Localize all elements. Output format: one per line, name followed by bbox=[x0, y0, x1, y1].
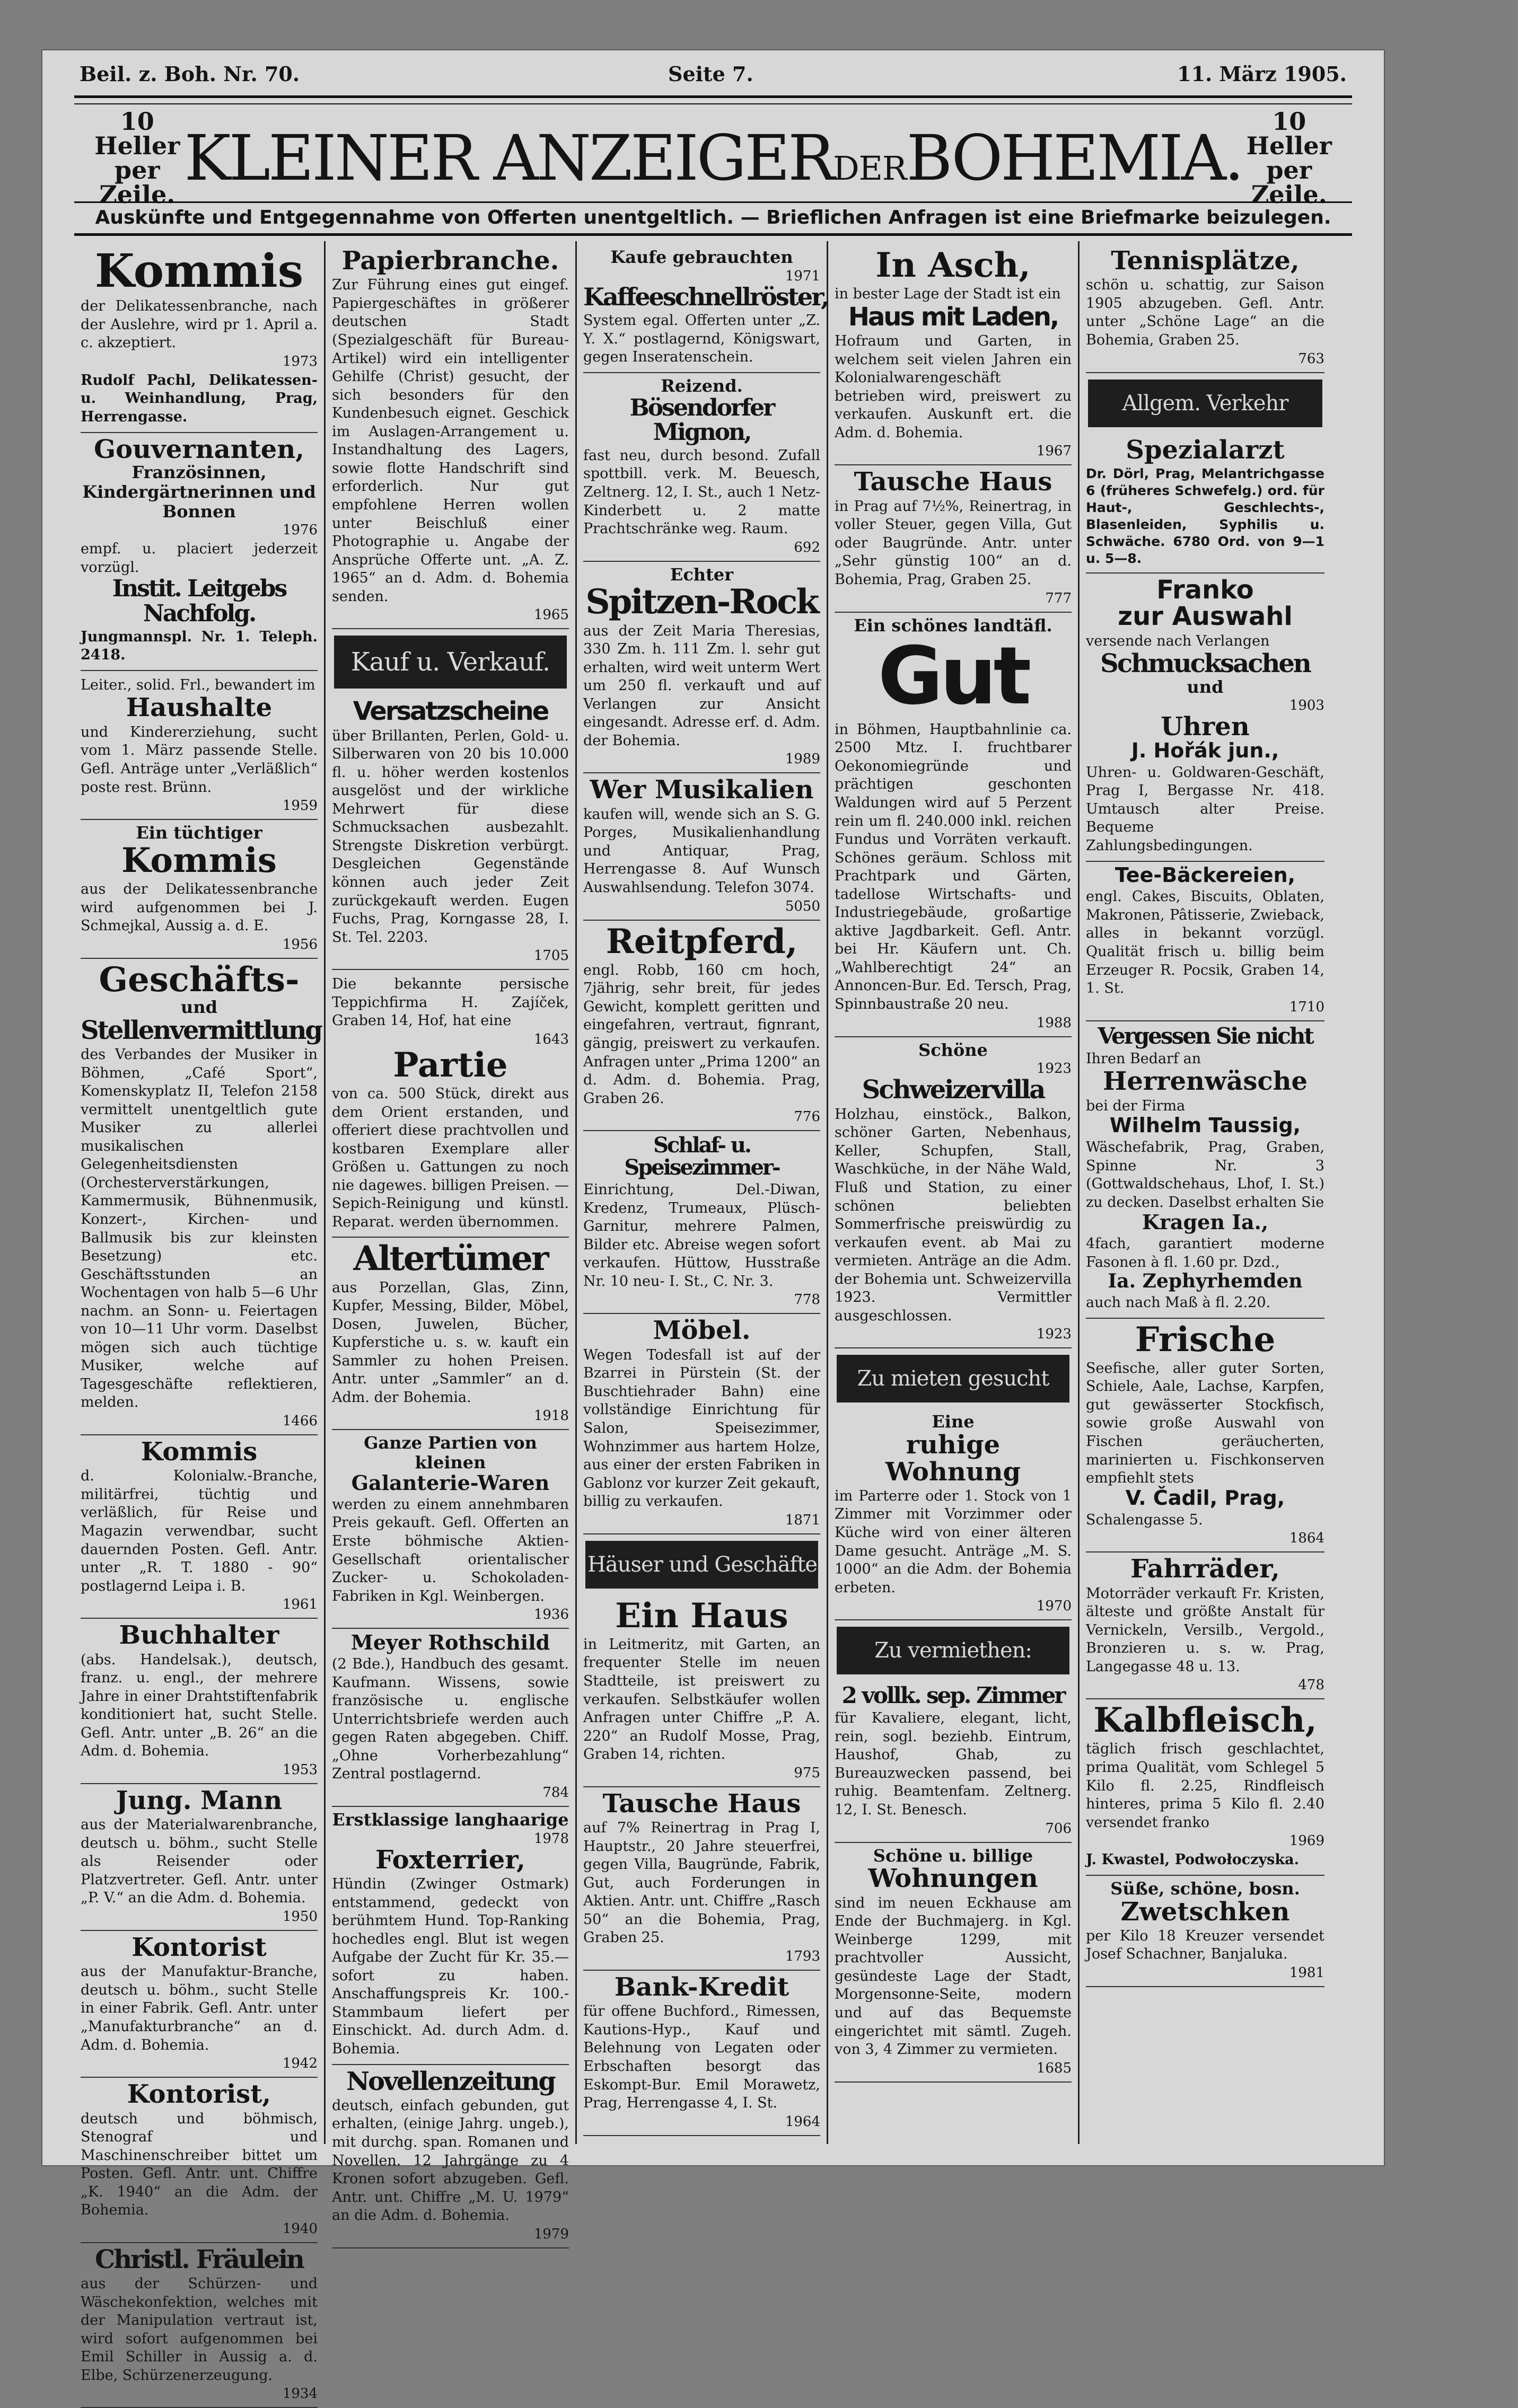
masthead-title bbox=[185, 121, 1242, 195]
ad-text: deutsch, einfach gebunden, gut erhalten, (einige Jahrg. ungeb.), mit durchg. span. Romanen und Novellen. 12 Jahrgänge zu 4 Kronen sofort abzugeben. Gefl. Antr. unt. Chiffre „M. U. 1979“ an die Adm. d. Bohemia. bbox=[332, 2097, 569, 2224]
ad-number: 1979 bbox=[533, 2226, 569, 2242]
ad-heading: Spitzen-Rock bbox=[585, 582, 818, 622]
ad-tausche-haus-prag bbox=[835, 465, 1072, 612]
ad-number: 1936 bbox=[533, 1607, 569, 1623]
ad-heading: Galanterie-Waren bbox=[351, 1471, 550, 1495]
ad-ein-haus bbox=[583, 1595, 820, 1787]
ad-heading: Reitpferd, bbox=[606, 921, 798, 962]
ad-number: 1466 bbox=[282, 1413, 318, 1429]
ad-number: 1934 bbox=[282, 2386, 318, 2402]
ad-heading: Kommis bbox=[121, 840, 277, 880]
title-part-b: BOHEMIA. bbox=[906, 121, 1242, 195]
ad-text: Wäschefabrik, Prag, Graben, Spinne Nr. 3 (Gottwaldschehaus, Lhof, I. St.) zu decken. Daselbst erhalten Sie bbox=[1086, 1139, 1324, 1211]
ad-heading: Kommis bbox=[94, 244, 304, 298]
ad-tennisplaetze bbox=[1086, 244, 1324, 373]
section-banner-haeuser: Häuser und Geschäfte bbox=[585, 1541, 818, 1589]
ad-number: 763 bbox=[1298, 350, 1324, 367]
ad-number: 1864 bbox=[1289, 1530, 1324, 1547]
ad-number: 1923 bbox=[1036, 1061, 1072, 1077]
ad-schweizervilla bbox=[835, 1037, 1072, 1349]
ad-number: 784 bbox=[542, 1784, 569, 1801]
ad-text: Einrichtung, Del.-Diwan, Kredenz, Trumeaux, Plüsch-Garnitur, mehrere Palmen, Bilder etc. Abreise wegen sofort verkaufen. Hüttow, Husstraße Nr. 10 neu- I. St., C. Nr. 3. bbox=[583, 1181, 820, 1290]
ad-text: (abs. Handelsak.), deutsch, franz. u. engl., der mehrere Jahre in einer Drahtstiftenfabrik konditioniert hat, sucht Stelle. Gefl. Antr. unter „B. 26“ an die Adm. d. Bohemia. bbox=[81, 1651, 318, 1760]
masthead-info: Auskünfte und Entgegennahme von Offerten unentgeltlich. — Brieflichen Anfragen ist eine Briefmarke beizulegen. bbox=[95, 207, 1331, 228]
ad-kommis-2 bbox=[81, 820, 318, 959]
ad-text: per Kilo 18 Kreuzer versendet Josef Schachner, Banjaluka. bbox=[1086, 1927, 1324, 1963]
ad-heading-2: Herrenwäsche bbox=[1102, 1066, 1308, 1097]
ad-herrenwaesche bbox=[1086, 1021, 1324, 1319]
ad-text: von ca. 500 Stück, direkt aus dem Orient erstanden, und offeriert diese prachtvollen und kostbaren Exemplare aller Größen u. Gattungen zu noch nie dagewes. billigen Preisen. — Sepich-Reinigung und künstl. Reparat. werden übernommen. bbox=[332, 1086, 569, 1230]
ad-frische bbox=[1086, 1319, 1324, 1553]
ad-number: 1685 bbox=[1036, 2060, 1072, 2076]
ad-address: Jungmannspl. Nr. 1. Teleph. 2418. bbox=[81, 628, 318, 664]
ad-heading-4: Ia. Zephyrhemden bbox=[1108, 1270, 1303, 1293]
price-amount: 10 Heller bbox=[94, 107, 180, 160]
ad-text: aus der Zeit Maria Theresias, 330 Zm. h. 111 Zm. l. sehr gut erhalten, wird weit unterm Wert um 250 fl. verkauft und auf Verlangen zur Ansicht eingesandt. Adresse erf. d. Adm. der Bohemia. bbox=[583, 622, 820, 749]
price-amount: 10 Heller bbox=[1246, 107, 1332, 160]
ad-number: 1973 bbox=[282, 353, 318, 369]
title-part-a: KLEINER ANZEIGER bbox=[184, 121, 833, 195]
ad-heading-2: Stellenvermittlung bbox=[81, 1015, 321, 1045]
ad-schmucksachen bbox=[1086, 574, 1324, 862]
ad-heading: Papierbranche. bbox=[341, 246, 559, 276]
ad-number: 706 bbox=[1045, 1820, 1072, 1837]
ad-text: 4fach, garantiert moderne Fasonen à fl. 1.60 pr. Dzd., bbox=[1086, 1236, 1324, 1271]
ad-text: in Prag auf 7½%, Reinertrag, in voller Steuer, gegen Villa, Gut oder Baugründe. Antr. unter „Sehr günstig 100“ an d. Bohemia, Prag, Graben 25. bbox=[835, 498, 1072, 588]
ad-heading-4: Uhren bbox=[1161, 712, 1250, 742]
section-banner-zu-mieten: Zu mieten gesucht bbox=[837, 1355, 1069, 1403]
ad-heading: Möbel. bbox=[653, 1316, 751, 1346]
price-right bbox=[1242, 109, 1336, 207]
ad-number: 1969 bbox=[1289, 1833, 1324, 1849]
ad-heading-2: zur Auswahl bbox=[1118, 602, 1293, 632]
ad-address: Schalengasse 5. bbox=[1086, 1511, 1203, 1528]
ad-moebel bbox=[583, 1314, 820, 1534]
ad-signature: J. Kwastel, Podwołoczyska. bbox=[1086, 1851, 1299, 1868]
ad-heading: ruhige Wohnung bbox=[885, 1430, 1021, 1487]
ad-heading: Meyer Rothschild bbox=[350, 1630, 550, 1655]
ad-heading: Gouvernanten, bbox=[94, 434, 304, 464]
ad-heading: Wer Musikalien bbox=[590, 775, 814, 805]
ad-zwetschken bbox=[1086, 1876, 1324, 1987]
ad-heading: Bank-Kredit bbox=[614, 1972, 789, 2002]
ad-heading: Schweizervilla bbox=[862, 1075, 1045, 1105]
ad-junger-mann bbox=[81, 1784, 318, 1931]
section-banner-kauf-verkauf: Kauf u. Verkauf. bbox=[334, 636, 567, 689]
section-banner-zu-vermiethen: Zu vermiethen: bbox=[837, 1627, 1069, 1674]
price-unit: per Zeile. bbox=[99, 156, 176, 209]
ad-bank-kredit bbox=[583, 1971, 820, 2136]
ad-text: Holzhau, einstöck., Balkon, schöner Garten, Nebenhaus, Keller, Schupfen, Stall, Waschküche, in der Nähe Wald, Fluß und Station, zu einer schönen beliebten Sommerfrische preiswürdig zu verkaufen event. ab Mai zu vermieten. Anträge an die Adm. der Bohemia unt. Schweizervilla 1923. Vermittler ausgeschlossen. bbox=[835, 1106, 1072, 1324]
ad-number: 1940 bbox=[282, 2220, 318, 2237]
issue-number: Beil. z. Boh. Nr. 70. bbox=[80, 62, 300, 86]
ad-heading: Christl. Fräulein bbox=[95, 2244, 303, 2274]
top-rule-thin bbox=[74, 103, 1352, 104]
ad-institute-name: Instit. Leitgebs Nachfolg. bbox=[112, 575, 286, 627]
ad-number: 1981 bbox=[1289, 1964, 1324, 1981]
ad-number: 1942 bbox=[282, 2056, 318, 2072]
ad-pre: Reizend. bbox=[661, 375, 743, 396]
ad-reitpferd bbox=[583, 921, 820, 1132]
ad-buchhalter bbox=[81, 1619, 318, 1784]
ad-number: 1705 bbox=[533, 948, 569, 964]
ad-heading: Gut bbox=[878, 630, 1029, 723]
ad-heading: Tennisplätze, bbox=[1111, 246, 1300, 276]
ad-pre: Schöne bbox=[918, 1039, 988, 1060]
ad-zimmer bbox=[835, 1681, 1072, 1842]
ad-text: aus der Materialwarenbranche, deutsch u. böhm., sucht Stelle als Reisender oder Platzvertreter. Gefl. Antr. unter „P. V.“ an die Adm. d. Bohemia. bbox=[81, 1816, 318, 1907]
ad-speisezimmer bbox=[583, 1131, 820, 1314]
ad-firm-name: V. Čadil, Prag, bbox=[1125, 1486, 1285, 1510]
ad-subheading: und bbox=[1187, 676, 1224, 697]
ad-firm-name: J. Hořák jun., bbox=[1131, 738, 1279, 762]
ad-heading: Zwetschken bbox=[1120, 1897, 1290, 1927]
ad-heading: Partie bbox=[393, 1045, 508, 1085]
ad-heading: Tausche Haus bbox=[602, 1788, 801, 1819]
ad-heading: Vergessen Sie nicht bbox=[1098, 1022, 1313, 1049]
info-rule bbox=[74, 233, 1352, 236]
ad-heading: Novellenzeitung bbox=[346, 2066, 555, 2096]
ad-wohnungen bbox=[835, 1843, 1072, 2083]
ad-text: der Delikatessenbranche, nach der Auslehre, wird pr 1. April a. c. akzeptiert. bbox=[81, 298, 318, 351]
ad-pre: Schöne u. billige bbox=[873, 1845, 1033, 1866]
price-unit: per Zeile. bbox=[1251, 156, 1327, 209]
ad-heading: Tausche Haus bbox=[854, 467, 1052, 497]
ad-heading: Kaffeeschnellröster, bbox=[583, 282, 828, 311]
ad-pre: Ein schönes landtäfl. bbox=[854, 615, 1052, 636]
ad-heading: Versatzscheine bbox=[353, 696, 548, 727]
ad-heading: Jung. Mann bbox=[116, 1785, 283, 1815]
ad-text: bei der Firma bbox=[1086, 1097, 1186, 1114]
ad-heading: Kommis bbox=[141, 1436, 258, 1467]
ad-number: 1988 bbox=[1036, 1015, 1072, 1031]
ad-foxterrier bbox=[332, 1807, 569, 2065]
ad-meyer-rothschild bbox=[332, 1629, 569, 1807]
ad-heading: Wohnungen bbox=[868, 1864, 1038, 1894]
ad-tee-baeckereien bbox=[1086, 862, 1324, 1021]
masthead-rule bbox=[74, 201, 1352, 203]
ad-number: 1710 bbox=[1289, 999, 1324, 1015]
ad-text: aus der Delikatessenbranche wird aufgenommen bei J. Schmejkal, Aussig a. d. E. bbox=[81, 881, 318, 934]
ad-text: Seefische, aller guter Sorten, Schiele, Aale, Lachse, Karpfen, gut gewässerter Stockfisch, sowie große Auswahl von Fischen geräucherten, marinierten u. Fischkonserven empfiehlt stets bbox=[1086, 1360, 1324, 1487]
ad-pre: Süße, schöne, bosn. bbox=[1110, 1878, 1300, 1899]
column-3 bbox=[577, 241, 828, 2144]
ad-heading: Altertümer bbox=[353, 1239, 548, 1279]
column-4 bbox=[828, 241, 1080, 2144]
ad-heading: In Asch, bbox=[875, 245, 1031, 285]
ad-text: täglich frisch geschlachtet, prima Qualität, vom Schlegel 5 Kilo fl. 2.25, Rindfleisch hinteres, prima 5 Kilo fl. 2.40 versendet franko bbox=[1086, 1741, 1324, 1831]
ad-text: auch nach Maß à fl. 2.20. bbox=[1086, 1294, 1271, 1311]
ad-text: in Leitmeritz, mit Garten, an frequenter Stelle im neuen Stadtteile, ist preiswert zu verkaufen. Selbstkäufer wollen Anfragen unter Chiffre „P. A. 220“ an Rudolf Mosse, Prag, Graben 14, richten. bbox=[583, 1636, 820, 1763]
ad-musikalien bbox=[583, 773, 820, 920]
ad-kalbfleisch bbox=[1086, 1699, 1324, 1875]
ad-number: 692 bbox=[794, 539, 820, 555]
ad-pre: Echter bbox=[670, 564, 734, 585]
ad-pre: Kaufe gebrauchten bbox=[610, 247, 793, 267]
ad-text: engl. Cakes, Biscuits, Oblaten, Makronen, Pâtisserie, Zwieback, alles in bekannt vorzügl. Qualität frisch u. billig beim Erzeuger R. Pocsik, Graben 14, 1. St. bbox=[1086, 888, 1324, 997]
ad-number: 1956 bbox=[282, 936, 318, 952]
ad-tausche-haus bbox=[583, 1787, 820, 1971]
ad-text: d. Kolonialw.-Branche, militärfrei, tüchtig und verläßlich, für Reise und Magazin verwendbar, sucht dauernden Posten. Gefl. Antr. unter „R. T. 1880 - 90“ postlagernd Leipa i. B. bbox=[81, 1468, 318, 1594]
ad-kommis-3 bbox=[81, 1435, 318, 1619]
ad-columns bbox=[74, 241, 1357, 2402]
ad-text: auf 7% Reinertrag in Prag I, Hauptstr., 20 Jahre steuerfrei, gegen Villa, Baugründe, Fabrik, Gut, auch Forderungen in Aktien. Antr. unt. Chiffre „Rasch 50“ an die Bohemia, Prag, Graben 25. bbox=[583, 1820, 820, 1946]
ad-heading: Kalbfleisch, bbox=[1093, 1700, 1317, 1741]
ad-heading: Kontorist, bbox=[127, 2079, 271, 2110]
ad-text: für Kavaliere, elegant, licht, rein, sogl. beziehb. Eintrum, Haushof, Ghab, zu Bureauzwecken passend, bei ruhig. Beamtenfam. Zeltnerg. 12, I. St. Benesch. bbox=[835, 1710, 1072, 1819]
ad-number: 1793 bbox=[785, 1948, 820, 1964]
ad-kommis bbox=[81, 244, 318, 433]
ad-number: 1989 bbox=[785, 751, 820, 768]
ad-gut bbox=[835, 613, 1072, 1037]
ad-text: schön u. schattig, zur Saison 1905 abzugeben. Gefl. Antr. unter „Schöne Lage“ an die Bohemia, Graben 25. bbox=[1086, 277, 1324, 349]
ad-text: fast neu, durch besond. Zufall spottbill. verk. M. Beuesch, Zeltnerg. 12, I. St., auch 1 Netz-Kinderbett u. 2 matte Prachtschränke weg. Raum. bbox=[583, 447, 820, 537]
ad-spitzen-rock bbox=[583, 562, 820, 774]
ad-number: 777 bbox=[1045, 590, 1072, 606]
ad-text: Leiter., solid. Frl., bewandert im bbox=[81, 676, 315, 693]
ad-text: sind im neuen Eckhause am Ende der Buchmajerg. in Kgl. Weinberge 1299, mit prachtvoller Aussicht, gesündeste Lage der Stadt, Morgensonne-Seite, modern und auf das Bequemste eingerichtet mit sämtl. Zugeh. von 3, 4 Zimmer zu vermieten. bbox=[835, 1894, 1072, 2058]
ad-number: 975 bbox=[794, 1765, 820, 1781]
masthead bbox=[90, 107, 1336, 209]
ad-text: Dr. Dörl, Prag, Melantrichgasse 6 (früheres Schwefelg.) ord. für Haut-, Geschlechts-, Blasenleiden, Syphilis u. Schwäche. 6780 Ord. von 9—1 u. 5—8. bbox=[1086, 465, 1324, 566]
ad-pre: Erstklassige langhaarige bbox=[332, 1809, 569, 1830]
ad-number: 1953 bbox=[282, 1761, 318, 1778]
ad-heading: 2 vollk. sep. Zimmer bbox=[841, 1682, 1065, 1709]
ad-text: aus der Schürzen- und Wäschekonfektion, welches mit der Manipulation vertraut ist, wird sofort aufgenommen bei Emil Schiller in Aussig a. d. Elbe, Schürzenerzeugung. bbox=[81, 2275, 318, 2384]
column-2 bbox=[326, 241, 577, 2242]
ad-text: aus Porzellan, Glas, Zinn, Kupfer, Messing, Bilder, Möbel, Dosen, Juwelen, Bücher, Kupferstiche u. s. w. kauft ein Sammler zu hohen Preisen. Antr. unter „Sammler“ an d. Adm. der Bohemia. bbox=[332, 1279, 569, 1406]
ad-firm-name: Wilhelm Taussig, bbox=[1109, 1114, 1301, 1137]
ad-kontorist-2 bbox=[81, 2078, 318, 2243]
ad-text: Motorräder verkauft Fr. Kristen, älteste und größte Anstalt für Vernickeln, Versilb., Vergold., Bronzieren u. s. w. Prag, Langegasse 48 u. 13. bbox=[1086, 1585, 1324, 1675]
ad-heading: Fahrräder, bbox=[1130, 1554, 1280, 1584]
ad-kaffeeschnellroester bbox=[583, 244, 828, 373]
ad-fraeulein bbox=[81, 2243, 318, 2408]
ad-heading: Schlaf- u. Speisezimmer- bbox=[624, 1133, 779, 1180]
ad-text: empf. u. placiert jederzeit vorzügl. bbox=[81, 541, 318, 576]
ad-pre: Ganze Partien von kleinen bbox=[364, 1433, 537, 1473]
ad-signature: Rudolf Pachl, Delikatessen- u. Weinhandlung, Prag, Herrengasse. bbox=[81, 372, 318, 426]
ad-subheading: und bbox=[181, 996, 217, 1017]
ad-heading: Franko bbox=[1156, 575, 1254, 605]
top-rule bbox=[74, 95, 1352, 98]
ad-text: und Kindererziehung, sucht vom 1. März passende Stelle. Gefl. Anträge unter „Verläßlich“ poste rest. Brünn. bbox=[81, 724, 318, 796]
ad-heading: Bösendorfer Mignon, bbox=[629, 394, 774, 446]
ad-number: 1871 bbox=[785, 1512, 820, 1528]
column-5 bbox=[1080, 241, 1331, 2144]
ad-number: 1918 bbox=[533, 1408, 569, 1424]
ad-text: Zur Führung eines gut eingef. Papiergeschäftes in größerer deutschen Stadt (Spezialgeschäft für Bureau-Artikel) wird ein intelligenter Gehilfe (Christ) gesucht, der sich besonders für den Kundenbesuch eignet. Geschick im Auslagen-Arrangement u. Instandhaltung des Lagers, sowie flotte Handschrift sind erforderlich. Nur gut empfohlene Herren wollen unter Beischluß einer Photographie u. Angabe der Ansprüche Offerte unt. „A. Z. 1965“ an d. Adm. d. Bohemia senden. bbox=[332, 277, 569, 605]
ad-number: 778 bbox=[794, 1292, 820, 1308]
ad-text: aus der Manufaktur-Branche, deutsch u. böhm., sucht Stelle in einer Fabrik. Gefl. Antr. unter „Manufakturbranche“ an d. Adm. d. Bohemia. bbox=[81, 1963, 318, 2053]
page-number: Seite 7. bbox=[668, 62, 753, 86]
title-der: DER bbox=[832, 149, 907, 188]
column-1 bbox=[74, 241, 326, 2402]
ad-heading: Foxterrier, bbox=[375, 1845, 525, 1875]
ad-text: Ihren Bedarf an bbox=[1086, 1050, 1201, 1067]
ad-spezialarzt bbox=[1086, 434, 1324, 574]
ad-number: 1643 bbox=[533, 1031, 569, 1047]
ad-text: Die bekannte persische Teppichfirma H. Zajíček, Graben 14, Hof, hat eine bbox=[332, 976, 569, 1029]
ad-heading-3: Schmucksachen bbox=[1100, 649, 1310, 679]
ad-heading: Ein Haus bbox=[615, 1595, 788, 1636]
section-banner-allgem-verkehr: Allgem. Verkehr bbox=[1088, 380, 1322, 427]
ad-number: 1965 bbox=[533, 607, 569, 623]
ad-kontorist bbox=[81, 1931, 318, 2078]
ad-text: engl. Robb, 160 cm hoch, 7jährig, sehr breit, für jedes Gewicht, komplett geritten und eingefahren, vertraut, fignrant, gängig, preiswert zu verkaufen. Anfragen unter „Prima 1200“ an d. Adm. d. Bohemia. Prag, Graben 26. bbox=[583, 962, 820, 1107]
ad-text: über Brillanten, Perlen, Gold- u. Silberwaren von 20 bis 10.000 fl. u. höher werden kostenlos ausgelöst und der wirkliche Mehrwert für diese Schmucksachen ausbezahlt. Strengste Diskretion verbürgt. Desgleichen Gegenstände können auch jeder Zeit zurückgekauft werden. Eugen Fuchs, Prag, Korngasse 28, I. St. Tel. 2203. bbox=[332, 727, 569, 946]
ad-fahrraeder bbox=[1086, 1553, 1324, 1699]
ad-partie bbox=[332, 970, 569, 1238]
ad-galanterie bbox=[332, 1430, 569, 1629]
ad-number: 776 bbox=[794, 1109, 820, 1125]
ad-text: Uhren- u. Goldwaren-Geschäft, Prag I, Bergasse Nr. 418. Umtausch alter Preise. Bequeme Zahlungsbedingungen. bbox=[1086, 764, 1324, 854]
ad-number: 1976 bbox=[282, 522, 318, 539]
ad-number: 1970 bbox=[1036, 1598, 1072, 1615]
ad-heading: Geschäfts- bbox=[99, 959, 300, 1000]
ad-number: 5050 bbox=[785, 898, 820, 914]
ad-heading: Frische bbox=[1135, 1319, 1276, 1360]
ad-number: 1961 bbox=[282, 1596, 318, 1613]
ad-number: 478 bbox=[1298, 1677, 1324, 1693]
ad-text: Hofraum und Garten, in welchem seit vielen Jahren ein Kolonialwarengeschäft betrieben wird, preiswert zu verkaufen. Auskunft ert. die Adm. d. Bohemia. bbox=[835, 333, 1072, 441]
ad-altertuemer bbox=[332, 1238, 569, 1430]
ad-in-asch bbox=[835, 244, 1072, 465]
ad-heading: Tee-Bäckereien, bbox=[1115, 863, 1296, 887]
ad-text: versende nach Verlangen bbox=[1086, 632, 1270, 649]
ad-stellenvermittlung bbox=[81, 959, 321, 1435]
ad-number: 1971 bbox=[785, 268, 820, 284]
ad-text: deutsch und böhmisch, Stenograf und Maschinenschreiber bittet um Posten. Gefl. Antr. unt. Chiffre „K. 1940“ an die Adm. der Bohemia. bbox=[81, 2110, 318, 2219]
ad-text: im Parterre oder 1. Stock von 1 Zimmer mit Vorzimmer oder Küche wird von einer älteren Dame gesucht. Anträge „M. S. 1000“ an die Adm. der Bohemia erbeten. bbox=[835, 1487, 1072, 1596]
ad-text: System egal. Offerten unter „Z. Y. X.“ postlagernd, Königswart, gegen Inseratenschein. bbox=[583, 312, 820, 366]
ad-text: werden zu einem annehmbaren Preis gekauft. Gefl. Offerten an Erste böhmische Aktien-Gesellschaft orientalischer Zucker- u. Schokoladen-Fabriken in Kgl. Weinbergen. bbox=[332, 1496, 569, 1604]
ad-text: für offene Buchford., Rimessen, Kautions-Hyp., Kauf und Belehnung von Legaten oder Erbschaften besorgt das Eskompt-Bur. Emil Morawetz, Prag, Herrengasse 4, I. St. bbox=[583, 2003, 820, 2112]
ad-number: 1950 bbox=[282, 1909, 318, 1925]
ad-number: 1923 bbox=[1036, 1326, 1072, 1343]
ad-text: des Verbandes der Musiker in Böhmen, „Café Sport“, Komenskyplatz II, Telefon 2158 vermittelt unentgeltlich gute Musiker zu allerlei musikalischen Gelegenheitsdiensten (Orchesterverstärkungen, Kammermusik, Bühnenmusik, Konzert-, Kirchen- und Ballmusik bis zur kleinsten Besetzung) etc. Geschäftsstunden an Wochentagen von halb 5—6 Uhr nachm. an Sonn- u. Feiertagen von 10—11 Uhr vorm. Daselbst mögen sich auch tüchtige Musiker, welche auf Tagesgeschäfte reflektieren, melden. bbox=[81, 1046, 318, 1411]
ad-number: 1959 bbox=[282, 798, 318, 814]
ad-number: 1978 bbox=[533, 1830, 569, 1847]
ad-text: Hündin (Zwinger Ostmark) entstammend, gedeckt von berühmtem Hund. Top-Ranking hochedles engl. Blut ist wegen Aufgabe der Zucht für Kr. 35.— sofort zu haben. Anschaffungspreis Kr. 100.- Stammbaum liefert per Einschickt. Ad. durch Adm. d. Bohemia. bbox=[332, 1876, 569, 2057]
ad-number: 1967 bbox=[1036, 443, 1072, 460]
ad-gouvernanten bbox=[81, 433, 318, 671]
ad-text: (2 Bde.), Handbuch des gesamt. Kaufmann. Wissens, sowie französische u. englische Unterrichtsbriefe werden auch gegen Raten abgegeben. Chiff. „Ohne Vorherbezahlung“ Zentral postlagernd. bbox=[332, 1656, 569, 1783]
ad-versatzscheine bbox=[332, 695, 569, 970]
ad-pre: Eine bbox=[932, 1412, 975, 1432]
ad-boesendorfer bbox=[583, 373, 820, 562]
ad-text: kaufen will, wende sich an S. G. Porges, Musikalienhandlung und Antiquar, Prag, Herrengasse 8. Auf Wunsch Auswahlsendung. Telefon 3074. bbox=[583, 806, 820, 896]
issue-date: 11. März 1905. bbox=[1177, 62, 1347, 86]
ad-heading: Buchhalter bbox=[119, 1620, 279, 1651]
ad-heading: Spezialarzt bbox=[1126, 435, 1285, 465]
ad-text: Wegen Todesfall ist auf der Bzarrei in Pürstein (St. der Buschtiehrader Bahn) eine vollständige Einrichtung für Salon, Speisezimmer, Wohnzimmer aus hartem Holze, aus einer der ersten Fabriken in Gablonz vor kurzer Zeit gekauft, billig zu verkaufen. bbox=[583, 1346, 820, 1510]
ad-subheading: Französinnen, Kindergärtnerinnen und Bonnen bbox=[82, 462, 316, 522]
ad-text: in Böhmen, Hauptbahnlinie ca. 2500 Mtz. I. fruchtbarer Oekonomiegründe und prächtigen geschonten Waldungen wird auf 5 Perzent rein um fl. 240.000 inkl. reichen Fundus und Vorräten verkauft. Schönes geräum. Schloss mit Prachtpark und Gärten, tadellose Wirtschafts- und Industriegebäude, großartige aktive Jagdbarkeit. Gefl. Antr. bei Hr. Käufern unt. Ch. „Wahlberechtigt 24“ an Annoncen-Bur. Ed. Tersch, Prag, Spinnbaustraße 20 neu. bbox=[835, 721, 1072, 1013]
ad-text: in bester Lage der Stadt ist ein bbox=[835, 286, 1061, 303]
ad-heading: Kontorist bbox=[131, 1933, 267, 1962]
newspaper-page bbox=[42, 50, 1384, 2402]
ad-pre: Ein tüchtiger bbox=[136, 823, 262, 843]
ad-heading-2: Haus mit Laden, bbox=[848, 302, 1058, 332]
ad-number: 1903 bbox=[1289, 698, 1324, 714]
ad-novellenzeitung bbox=[332, 2065, 569, 2248]
ad-heading-3: Kragen Ia., bbox=[1142, 1210, 1269, 1234]
ad-haushalte bbox=[81, 671, 318, 820]
ad-heading: Haushalte bbox=[126, 693, 273, 723]
price-left bbox=[90, 109, 185, 207]
ad-ruhige-wohnung bbox=[835, 1409, 1072, 1620]
ad-number: 1964 bbox=[785, 2113, 820, 2130]
ad-papierbranche bbox=[332, 244, 569, 629]
